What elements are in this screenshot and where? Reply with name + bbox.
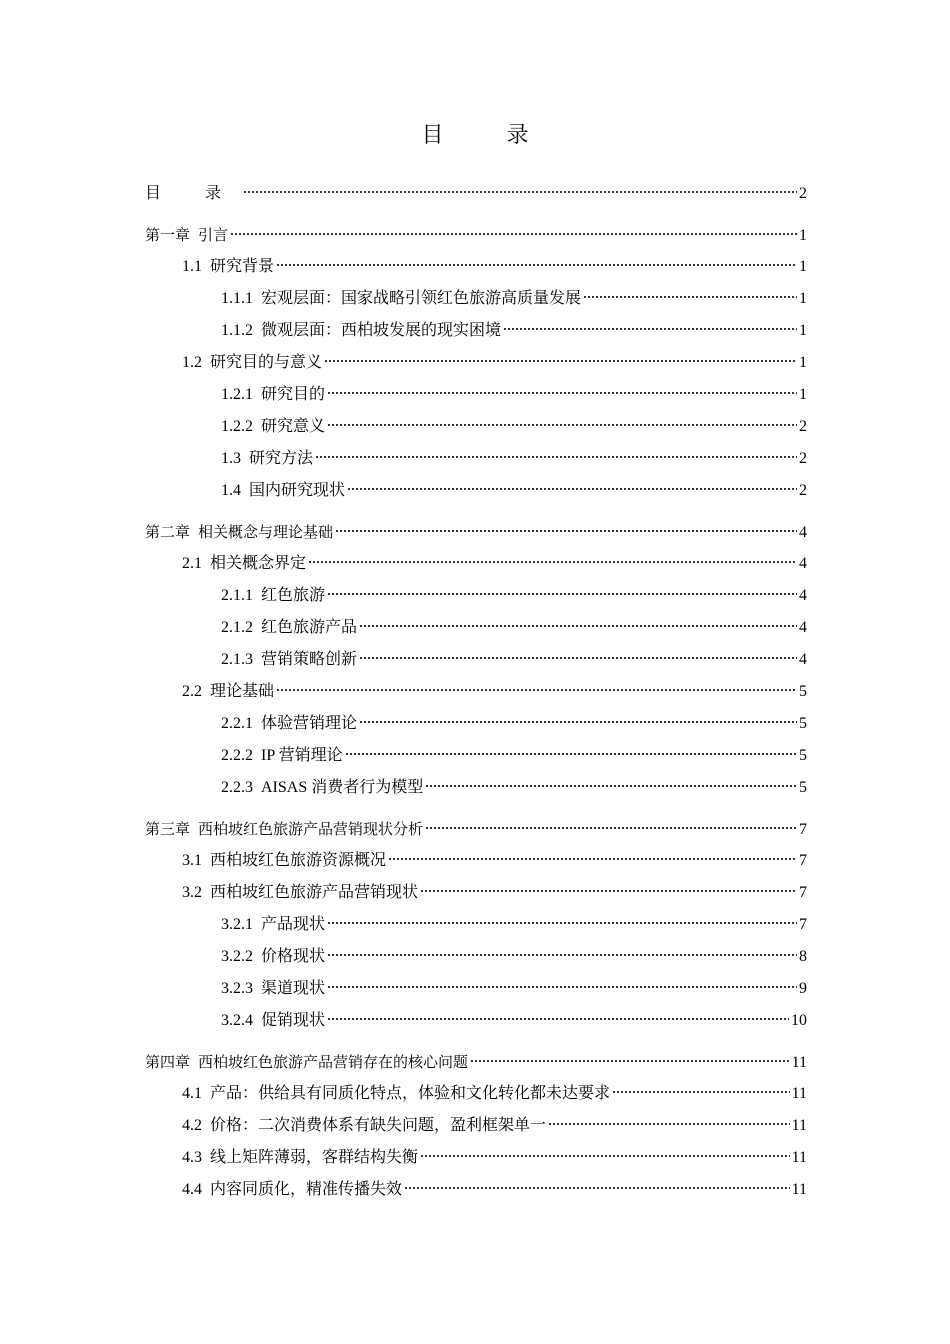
toc-chapter-entry[interactable] (145, 219, 807, 251)
toc-entry[interactable] (145, 909, 807, 941)
toc-entry[interactable] (145, 379, 807, 411)
toc-entry-number: 3.2.3 (221, 980, 253, 997)
toc-entry-title: 促销现状 (261, 1012, 326, 1029)
toc-page-number: 1 (799, 258, 807, 275)
toc-entry-number: 1.1.2 (221, 322, 253, 339)
toc-entry-title: 宏观层面：国家战略引领红色旅游高质量发展 (261, 290, 582, 307)
toc-dot-leader (359, 656, 797, 660)
toc-dot-leader (308, 560, 797, 564)
toc-entry-number: 2.2.1 (221, 715, 253, 732)
toc-dot-leader (276, 688, 797, 692)
toc-page-number: 5 (799, 747, 807, 764)
toc-entry-number: 第二章 (145, 523, 191, 541)
toc-entry[interactable] (145, 1142, 807, 1174)
toc-dot-leader (324, 359, 797, 363)
toc-page-number: 7 (799, 884, 807, 901)
toc-entry-number: 第一章 (145, 226, 191, 244)
toc-page-number: 7 (799, 916, 807, 933)
toc-chapter-entry[interactable] (145, 813, 807, 845)
toc-dot-leader (345, 752, 797, 756)
toc-entry[interactable] (145, 973, 807, 1005)
toc-entry[interactable] (145, 475, 807, 507)
toc-entry-number: 1.2.1 (221, 386, 253, 403)
toc-page-number: 2 (799, 418, 807, 435)
toc-dot-leader (420, 889, 797, 893)
toc-entry-title: 引言 (198, 226, 229, 244)
toc-chapter-entry[interactable] (145, 1046, 807, 1078)
toc-dot-leader (612, 1090, 790, 1094)
toc-page-number: 4 (799, 587, 807, 604)
toc-entry[interactable] (145, 644, 807, 676)
toc-entry[interactable] (145, 1078, 807, 1110)
toc-entry-number: 1.2 (182, 354, 202, 371)
toc-page-number: 1 (799, 322, 807, 339)
toc-entry-title: 红色旅游 (261, 587, 326, 604)
toc-entry-title: 渠道现状 (261, 980, 326, 997)
toc-entry-title: 线上矩阵薄弱，客群结构失衡 (210, 1149, 419, 1166)
toc-page-number: 11 (791, 1085, 807, 1102)
toc-entry-number: 4.4 (182, 1181, 202, 1198)
toc-entry-number: 第三章 (145, 820, 191, 838)
toc-entry[interactable] (145, 740, 807, 772)
toc-entry[interactable] (145, 877, 807, 909)
toc-entry-number: 2.1 (182, 555, 202, 572)
toc-entry-number: 1.2.2 (221, 418, 253, 435)
toc-page-number: 11 (791, 1054, 807, 1071)
toc-entry-number: 2.1.2 (221, 619, 253, 636)
toc-entry-title: 西柏坡红色旅游产品营销现状 (210, 884, 419, 901)
toc-dot-leader (548, 1122, 790, 1126)
toc-page-number: 4 (799, 619, 807, 636)
toc-page-number: 9 (799, 980, 807, 997)
toc-entry-title: 研究目的与意义 (210, 354, 323, 371)
toc-entry-number: 第四章 (145, 1053, 191, 1071)
toc-entry-title: 西柏坡红色旅游资源概况 (210, 852, 387, 869)
toc-entry-title: 相关概念界定 (210, 555, 307, 572)
toc-page-number: 11 (791, 1117, 807, 1134)
toc-entry-title: 相关概念与理论基础 (198, 523, 334, 541)
toc-page-number: 4 (799, 524, 807, 541)
toc-page-number: 8 (799, 948, 807, 965)
toc-entry-number: 2.2 (182, 683, 202, 700)
toc-page-number: 1 (799, 227, 807, 244)
toc-entry[interactable] (145, 178, 807, 210)
toc-dot-leader (503, 327, 797, 331)
toc-page-number: 11 (791, 1181, 807, 1198)
toc-entry-number: 3.2.1 (221, 916, 253, 933)
toc-entry[interactable] (145, 1005, 807, 1037)
toc-heading: 目 录 (421, 123, 557, 148)
toc-page-number: 2 (799, 185, 807, 202)
toc-dot-leader (276, 263, 797, 267)
toc-entry-title: 研究背景 (210, 258, 275, 275)
toc-entry-title: 营销策略创新 (261, 651, 358, 668)
toc-entry[interactable] (145, 548, 807, 580)
toc-entry-title: 价格现状 (261, 948, 326, 965)
toc-entry-number: 2.1.3 (221, 651, 253, 668)
toc-entry[interactable] (145, 580, 807, 612)
toc-page-number: 1 (799, 354, 807, 371)
toc-dot-leader (327, 423, 797, 427)
toc-entry-title: 研究方法 (249, 450, 314, 467)
toc-entry[interactable] (145, 845, 807, 877)
toc-entry-number: 1.3 (221, 450, 241, 467)
toc-dot-leader (420, 1154, 790, 1158)
toc-entry-number: 3.2.4 (221, 1012, 253, 1029)
toc-entry-title: 西柏坡红色旅游产品营销现状分析 (198, 820, 424, 838)
toc-entry-number: 3.1 (182, 852, 202, 869)
toc-entry-number: 2.1.1 (221, 587, 253, 604)
toc-entry[interactable] (145, 1110, 807, 1142)
toc-page-number: 4 (799, 651, 807, 668)
toc-entry-title: 国内研究现状 (249, 482, 346, 499)
toc-entry[interactable] (145, 612, 807, 644)
toc-page-number: 4 (799, 555, 807, 572)
toc-page-number: 7 (799, 852, 807, 869)
toc-dot-leader (327, 391, 797, 395)
toc-dot-leader (388, 857, 797, 861)
toc-dot-leader (359, 624, 797, 628)
toc-dot-leader (243, 190, 797, 194)
toc-page-number: 1 (799, 386, 807, 403)
toc-entry[interactable] (145, 251, 807, 283)
toc-dot-leader (315, 455, 797, 459)
toc-entry-title: 红色旅游产品 (261, 619, 358, 636)
toc-entry-title: 价格：二次消费体系有缺失问题，盈利框架单一 (210, 1117, 547, 1134)
toc-chapter-entry[interactable] (145, 516, 807, 548)
toc-dot-leader (327, 953, 797, 957)
toc-list (145, 178, 807, 1206)
toc-entry[interactable] (145, 315, 807, 347)
toc-page-number: 2 (799, 450, 807, 467)
toc-entry-title: 研究意义 (261, 418, 326, 435)
toc-entry-title: 理论基础 (210, 683, 275, 700)
toc-dot-leader (347, 487, 797, 491)
toc-entry-title: 微观层面：西柏坡发展的现实困境 (261, 322, 502, 339)
toc-entry-number: 1.4 (221, 482, 241, 499)
toc-dot-leader (425, 784, 797, 788)
toc-page-number: 7 (799, 821, 807, 838)
toc-dot-leader (230, 232, 797, 236)
toc-dot-leader (359, 720, 797, 724)
toc-entry-number: 3.2 (182, 884, 202, 901)
toc-page-number: 10 (791, 1012, 807, 1029)
toc-page-number: 11 (791, 1149, 807, 1166)
toc-entry[interactable] (145, 1174, 807, 1206)
toc-entry[interactable] (145, 443, 807, 475)
toc-entry-title: 目 录 (145, 185, 242, 202)
toc-dot-leader (327, 1017, 789, 1021)
toc-entry[interactable] (145, 411, 807, 443)
toc-entry[interactable] (145, 283, 807, 315)
toc-entry[interactable] (145, 676, 807, 708)
toc-page-number: 2 (799, 482, 807, 499)
toc-entry[interactable] (145, 347, 807, 379)
toc-dot-leader (583, 295, 797, 299)
toc-page-number: 5 (799, 683, 807, 700)
toc-entry-title: 产品：供给具有同质化特点，体验和文化转化都未达要求 (210, 1085, 611, 1102)
toc-entry[interactable] (145, 772, 807, 804)
toc-page-number: 1 (799, 290, 807, 307)
toc-entry-number: 2.2.2 (221, 747, 253, 764)
toc-dot-leader (335, 529, 797, 533)
toc-entry-title: 体验营销理论 (261, 715, 358, 732)
toc-entry-number: 1.1 (182, 258, 202, 275)
toc-page-number: 5 (799, 779, 807, 796)
toc-dot-leader (327, 985, 797, 989)
toc-dot-leader (327, 921, 797, 925)
toc-page-number: 5 (799, 715, 807, 732)
toc-entry-number: 4.3 (182, 1149, 202, 1166)
toc-entry-number: 4.2 (182, 1117, 202, 1134)
toc-entry-title: 产品现状 (261, 916, 326, 933)
toc-entry[interactable] (145, 941, 807, 973)
toc-entry[interactable] (145, 708, 807, 740)
toc-entry-title: AISAS 消费者行为模型 (261, 779, 424, 796)
toc-entry-number: 3.2.2 (221, 948, 253, 965)
toc-dot-leader (404, 1186, 790, 1190)
toc-entry-number: 4.1 (182, 1085, 202, 1102)
toc-entry-title: IP 营销理论 (261, 747, 343, 764)
toc-dot-leader (425, 826, 797, 830)
toc-entry-number: 1.1.1 (221, 290, 253, 307)
toc-dot-leader (470, 1059, 790, 1063)
toc-entry-title: 研究目的 (261, 386, 326, 403)
toc-entry-number: 2.2.3 (221, 779, 253, 796)
toc-entry-title: 内容同质化，精准传播失效 (210, 1181, 403, 1198)
toc-entry-title: 西柏坡红色旅游产品营销存在的核心问题 (198, 1053, 469, 1071)
toc-dot-leader (327, 592, 797, 596)
